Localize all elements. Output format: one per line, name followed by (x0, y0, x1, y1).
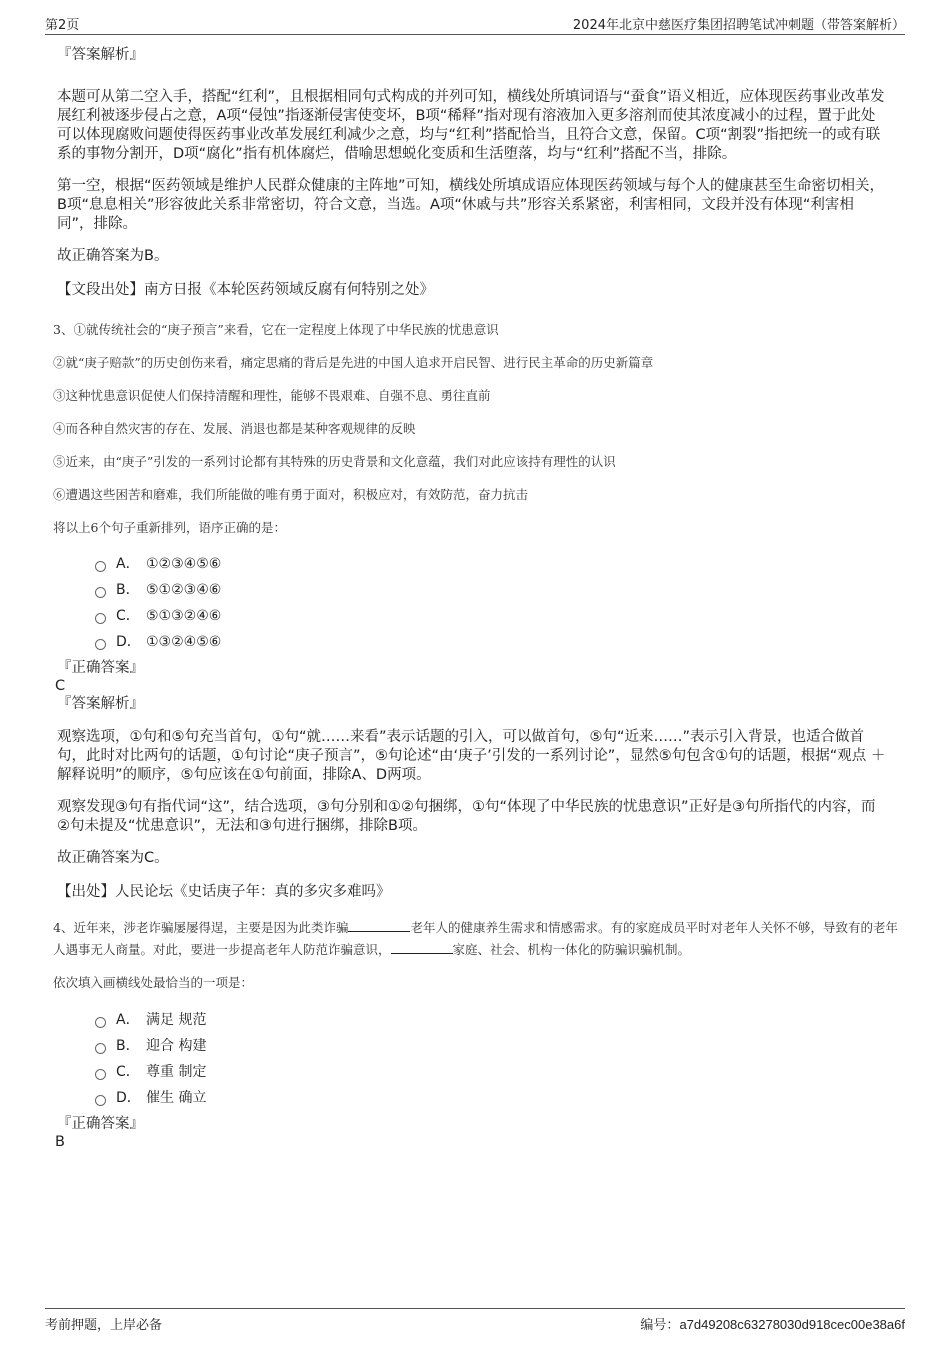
radio-icon[interactable] (95, 613, 106, 624)
q4-prompt: 依次填入画横线处最恰当的一项是： (53, 975, 254, 990)
page-header (45, 14, 905, 35)
q2-analysis-para1: 本题可从第二空入手，搭配“红利”，且根据相同句式构成的并列可知，横线处所填词语与“蚕食”语义相近，应体现医药事业改革发展红利被逐步侵占之意，A项“侵蚀”指逐渐侵害使变坏，B项“稀释”指对现有溶液加入更多溶剂而使其浓度减小的过程，置于此处可以体现腐败问题使得医药事业改革发展红利减少之意，均与“红利”搭配恰当，且符合文意，保留。C项“割裂”指把统一的或有联系的事物分割开，D项“腐化”指有机体腐烂，借喻思想蜕化变质和生活堕落，均与“红利”搭配不当，排除。 (57, 89, 885, 162)
radio-icon[interactable] (95, 587, 106, 598)
q2-analysis-para2: 第一空，根据“医药领域是维护人民群众健康的主阵地”可知，横线处所填成语应体现医药领域与每个人的健康甚至生命密切相关，B项“息息相关”形容彼此关系非常密切，符合文意，当选。A项“休戚与共”形容关系紧密，利害相同，文段并没有体现“利害相同”，排除。 (57, 178, 885, 232)
q3-sentence-1: 3、①就传统社会的“庚子预言”来看，它在一定程度上体现了中华民族的忧患意识 (53, 322, 499, 337)
q3-sentence-5: ⑤近来，由“庚子”引发的一系列讨论都有其特殊的历史背景和文化意蕴，我们对此应该持有理性的认识 (53, 454, 616, 469)
q3-sentence-4: ④而各种自然灾害的存在、发展、消退也都是某种客观规律的反映 (53, 421, 416, 436)
q4-stem: 4、近年来，涉老诈骗屡屡得逞，主要是因为此类诈骗 老年人的健康养生需求和情感需求。有的家庭成员平时对老年人关怀不够，导致有的老年人遇事无人商量。对此，要进一步提高老年人防范诈骗意识， 家庭、社会、机构一体化的防骗识骗机制。 (53, 920, 898, 957)
q4-option-a[interactable]: A． 满足 规范 (95, 1007, 950, 1033)
q3-conclusion: 故正确答案为C。 (57, 850, 169, 866)
radio-icon[interactable] (95, 1017, 106, 1028)
q3-option-c[interactable]: C． ⑤①③②④⑥ (95, 603, 950, 629)
q4-option-d[interactable]: D． 催生 确立 (95, 1085, 950, 1111)
q3-analysis-para1: 观察选项，①句和⑤句充当首句，①句“就……来看”表示话题的引入，可以做首句，⑤句“近来……”表示引入背景，也适合做首句，此时对比两句的话题，①句讨论“庚子预言”，⑤句论述“由‘庚子’引发的一系列讨论”，显然⑤句包含①句的话题，根据“观点 ＋ 解释说明”的顺序，⑤句应该在①句前面，排除A、D两项。 (57, 729, 886, 783)
radio-icon[interactable] (95, 1069, 106, 1080)
answer-blank-2 (391, 941, 453, 954)
radio-icon[interactable] (95, 639, 106, 650)
q3-correct-tag: 『正确答案』 (57, 660, 144, 676)
radio-icon[interactable] (95, 1043, 106, 1054)
q3-correct-answer: C (55, 678, 66, 694)
q3-option-a[interactable]: A． ①②③④⑤⑥ (95, 551, 950, 577)
q4-correct-tag: 『正确答案』 (57, 1116, 144, 1132)
q3-sentence-2: ②就“庚子赔款”的历史创伤来看，痛定思痛的背后是先进的中国人追求开启民智、进行民主革命的历史新篇章 (53, 355, 654, 370)
q3-prompt: 将以上6个句子重新排列，语序正确的是： (53, 520, 286, 535)
q2-source: 【文段出处】南方日报《本轮医药领域反腐有何特别之处》 (57, 282, 434, 298)
q3-option-b[interactable]: B． ⑤①②③④⑥ (95, 577, 950, 603)
q3-option-d[interactable]: D． ①③②④⑤⑥ (95, 629, 950, 655)
document-code: 编号：a7d49208c63278030d918cec00e38a6f (640, 1317, 905, 1333)
document-body (0, 38, 950, 1151)
page-footer (45, 1308, 905, 1338)
answer-blank-1 (348, 919, 410, 932)
q3-options (0, 551, 950, 655)
radio-icon[interactable] (95, 1095, 106, 1106)
q4-correct-answer: B (55, 1134, 65, 1150)
footer-slogan: 考前押题，上岸必备 (45, 1318, 163, 1333)
q2-analysis-tag: 『答案解析』 (57, 47, 144, 63)
q2-conclusion: 故正确答案为B。 (57, 248, 169, 264)
q3-analysis-para2: 观察发现③句有指代词“这”，结合选项，③句分别和①②句捆绑，①句“体现了中华民族的忧患意识”正好是③句所指代的内容，而②句未提及“忧患意识”，无法和③句进行捆绑，排除B项。 (57, 799, 876, 834)
q4-options (0, 1007, 950, 1111)
page-number: 第2页 (45, 18, 80, 33)
q3-sentence-3: ③这种忧患意识促使人们保持清醒和理性，能够不畏艰难、自强不息、勇往直前 (53, 388, 491, 403)
radio-icon[interactable] (95, 561, 106, 572)
q3-analysis-tag: 『答案解析』 (57, 696, 144, 712)
q4-option-b[interactable]: B． 迎合 构建 (95, 1033, 950, 1059)
q3-sentence-6: ⑥遭遇这些困苦和磨难，我们所能做的唯有勇于面对，积极应对，有效防范，奋力抗击 (53, 487, 529, 502)
q3-source: 【出处】人民论坛《史话庚子年：真的多灾多难吗》 (57, 884, 391, 900)
document-title: 2024年北京中慈医疗集团招聘笔试冲刺题（带答案解析） (572, 18, 905, 33)
q4-option-c[interactable]: C． 尊重 制定 (95, 1059, 950, 1085)
